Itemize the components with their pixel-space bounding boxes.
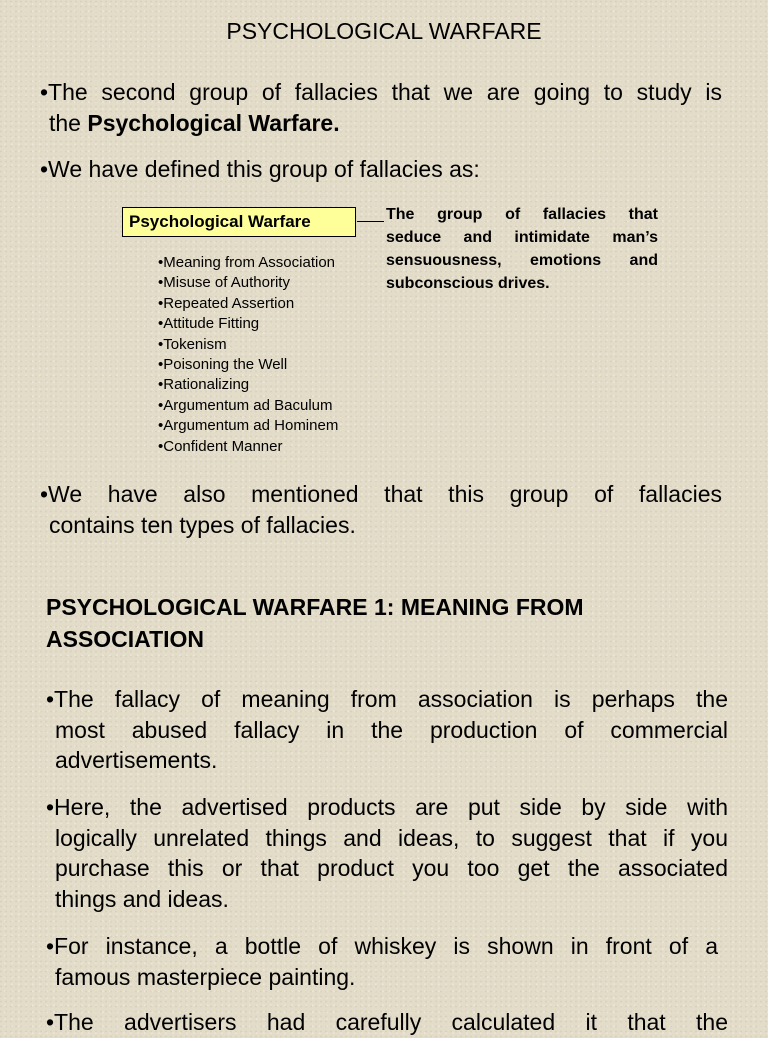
section-heading-line-2: ASSOCIATION bbox=[46, 625, 205, 652]
intro-line-2 bbox=[40, 108, 722, 139]
intro-line-2-prefix: the bbox=[49, 109, 88, 136]
mention-line-2: contains ten types of fallacies. bbox=[49, 511, 356, 538]
intro-line-1: •The second group of fallacies that we are going to study is bbox=[40, 79, 722, 105]
definition-text bbox=[386, 203, 658, 295]
page-title: PSYCHOLOGICAL WARFARE bbox=[226, 18, 542, 44]
paragraph-line: purchase this or that product you too get the associated bbox=[55, 855, 728, 881]
intro-paragraph-1 bbox=[40, 77, 722, 138]
list-item: •Argumentum ad Baculum bbox=[158, 396, 333, 414]
section-heading bbox=[46, 592, 584, 655]
paragraph-line: advertisements. bbox=[55, 747, 218, 773]
paragraph-line: famous masterpiece painting. bbox=[55, 963, 356, 990]
mention-paragraph bbox=[40, 479, 722, 540]
paragraph-line: things and ideas. bbox=[55, 885, 229, 912]
list-item: •Attitude Fitting bbox=[158, 315, 260, 333]
intro-paragraph-2: •We have defined this group of fallacies as: bbox=[40, 156, 480, 182]
list-item: •Argumentum ad Hominem bbox=[158, 417, 339, 435]
connector-line bbox=[357, 221, 384, 222]
list-item: •Tokenism bbox=[158, 335, 227, 353]
definition-line: subconscious drives. bbox=[386, 275, 550, 292]
list-item: •Misuse of Authority bbox=[158, 274, 290, 292]
meaning-paragraph-1 bbox=[46, 684, 728, 776]
psychological-warfare-emphasis: Psychological Warfare. bbox=[87, 109, 340, 136]
definition-line: seduce and intimidate man’s bbox=[386, 229, 658, 246]
definition-line: The group of fallacies that bbox=[386, 206, 658, 223]
meaning-paragraph-4 bbox=[46, 1007, 728, 1038]
paragraph-line: •The advertisers had carefully calculated it that the bbox=[46, 1009, 728, 1035]
list-item: •Repeated Assertion bbox=[158, 294, 295, 312]
definition-line: sensuousness, emotions and bbox=[386, 252, 658, 269]
paragraph-line: most abused fallacy in the production of commercial bbox=[55, 716, 728, 743]
paragraph-line: logically unrelated things and ideas, to suggest that if you bbox=[55, 824, 728, 851]
meaning-paragraph-3 bbox=[46, 931, 718, 992]
section-heading-line-1: PSYCHOLOGICAL WARFARE 1: MEANING FROM bbox=[46, 594, 584, 620]
meaning-paragraph-2 bbox=[46, 792, 728, 914]
psychological-warfare-box: Psychological Warfare bbox=[122, 207, 356, 237]
paragraph-line: •Here, the advertised products are put side by side with bbox=[46, 794, 728, 820]
fallacy-list bbox=[158, 253, 338, 457]
list-item: •Rationalizing bbox=[158, 376, 250, 394]
paragraph-line: •For instance, a bottle of whiskey is shown in front of a bbox=[46, 933, 718, 959]
paragraph-line: •The fallacy of meaning from association is perhaps the bbox=[46, 686, 728, 712]
list-item: •Meaning from Association bbox=[158, 254, 336, 271]
list-item: •Poisoning the Well bbox=[158, 356, 288, 374]
mention-line-1: •We have also mentioned that this group of fallacies bbox=[40, 481, 722, 507]
list-item: •Confident Manner bbox=[158, 437, 283, 455]
